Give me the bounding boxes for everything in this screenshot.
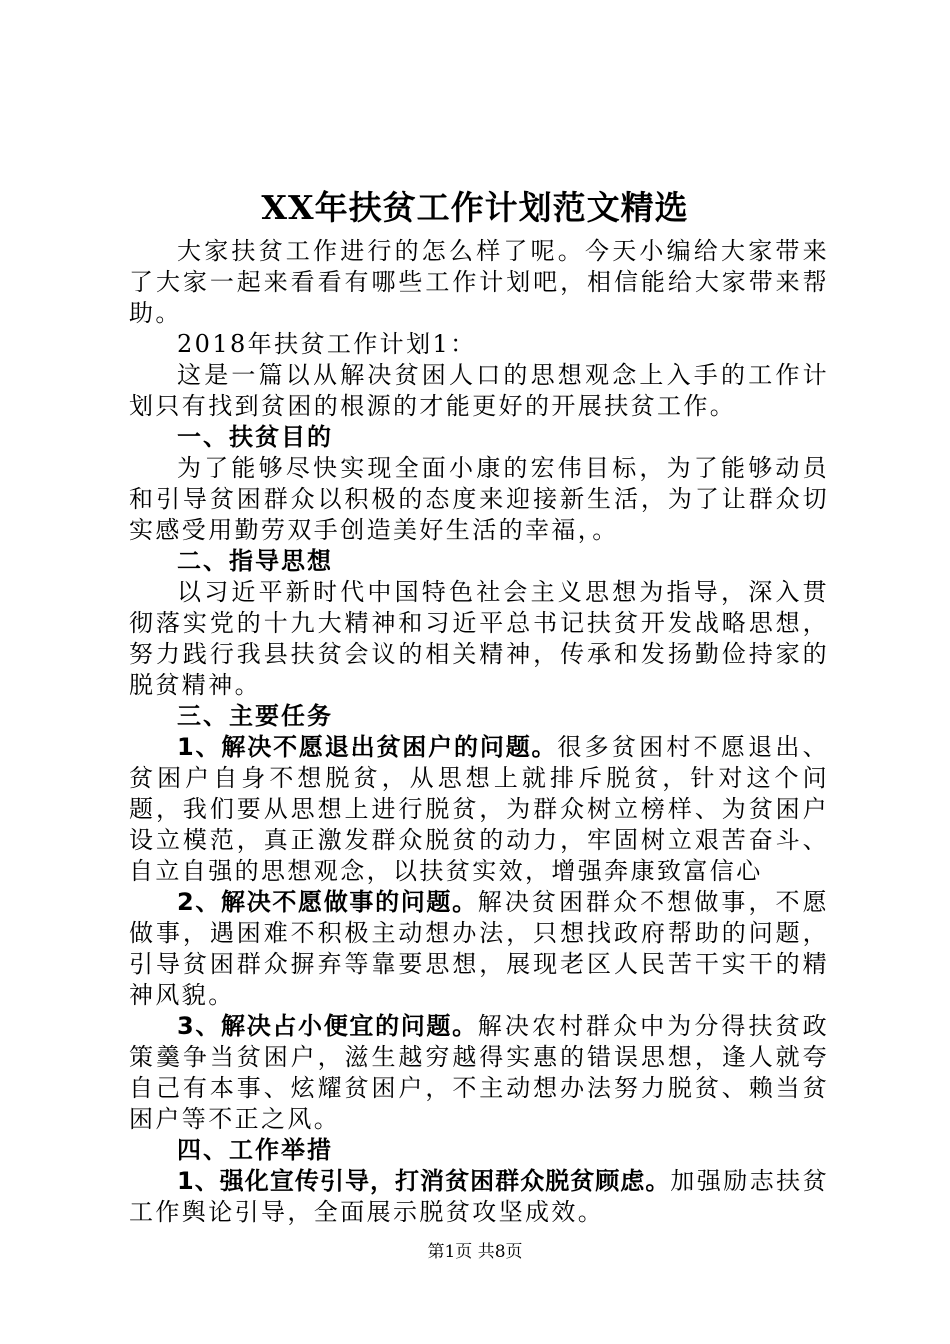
task-item-lead: 3、解决占小便宜的问题。 <box>177 1012 478 1040</box>
task-item-lead: 2、解决不愿做事的问题。 <box>177 888 478 916</box>
section-heading-main-tasks: 三、主要任务 <box>177 702 333 730</box>
section-heading-measures: 四、工作举措 <box>177 1136 333 1164</box>
section-text-guiding-thought: 以习近平新时代中国特色社会主义思想为指导，深入贯彻落实党的十九大精神和习近平总书记扶贫开发战略思想，努力践行我县扶贫会议的相关精神，传承和发扬勤俭持家的脱贫精神。 <box>129 578 829 699</box>
task-item-lead: 1、解决不愿退出贫困户的问题。 <box>177 733 558 761</box>
document-title: XX年扶贫工作计划范文精选 <box>261 188 689 227</box>
measure-item-lead: 1、强化宣传引导，打消贫困群众脱贫顾虑。 <box>177 1167 671 1195</box>
section-heading-guiding-thought: 二、指导思想 <box>177 547 333 575</box>
task-item-text: 解决贫困群众不想做事，不愿做事，遇困难不积极主动想办法，只想找政府帮助的问题，引导贫困群众摒弃等靠要思想，展现老区人民苦干实干的精神风貌。 <box>129 888 829 1009</box>
intro-paragraph: 大家扶贫工作进行的怎么样了呢。今天小编给大家带来了大家一起来看看有哪些工作计划吧，相信能给大家带来帮助。 <box>129 237 829 327</box>
plan-label: 2018年扶贫工作计划1： <box>177 330 477 358</box>
page-number-footer: 第1页 共8页 <box>427 1242 523 1262</box>
task-item-text: 解决农村群众中为分得扶贫政策羹争当贫困户，滋生越穷越得实惠的错误思想，逢人就夸自己有本事、炫耀贫困户，不主动想办法努力脱贫、赖当贫困户等不正之风。 <box>129 1012 829 1133</box>
task-item <box>129 887 829 1011</box>
task-item <box>129 732 829 887</box>
task-item-text: 很多贫困村不愿退出、贫困户自身不想脱贫，从思想上就排斥脱贫，针对这个问题，我们要从思想上进行脱贫，为群众树立榜样、为贫困户设立模范，真正激发群众脱贫的动力，牢固树立艰苦奋斗、自立自强的思想观念，以扶贫实效，增强奔康致富信心 <box>129 733 830 885</box>
measure-item <box>129 1166 829 1228</box>
section-text-purpose: 为了能够尽快实现全面小康的宏伟目标，为了能够动员和引导贫困群众以积极的态度来迎接新生活，为了让群众切实感受用勤劳双手创造美好生活的幸福，。 <box>129 454 829 544</box>
document-body <box>129 236 829 1228</box>
measure-item-text: 加强励志扶贫工作舆论引导，全面展示脱贫攻坚成效。 <box>129 1167 829 1226</box>
section-heading-purpose: 一、扶贫目的 <box>177 423 333 451</box>
task-item <box>129 1011 829 1135</box>
plan-intro-paragraph: 这是一篇以从解决贫困人口的思想观念上入手的工作计划只有找到贫困的根源的才能更好的开展扶贫工作。 <box>129 361 829 420</box>
